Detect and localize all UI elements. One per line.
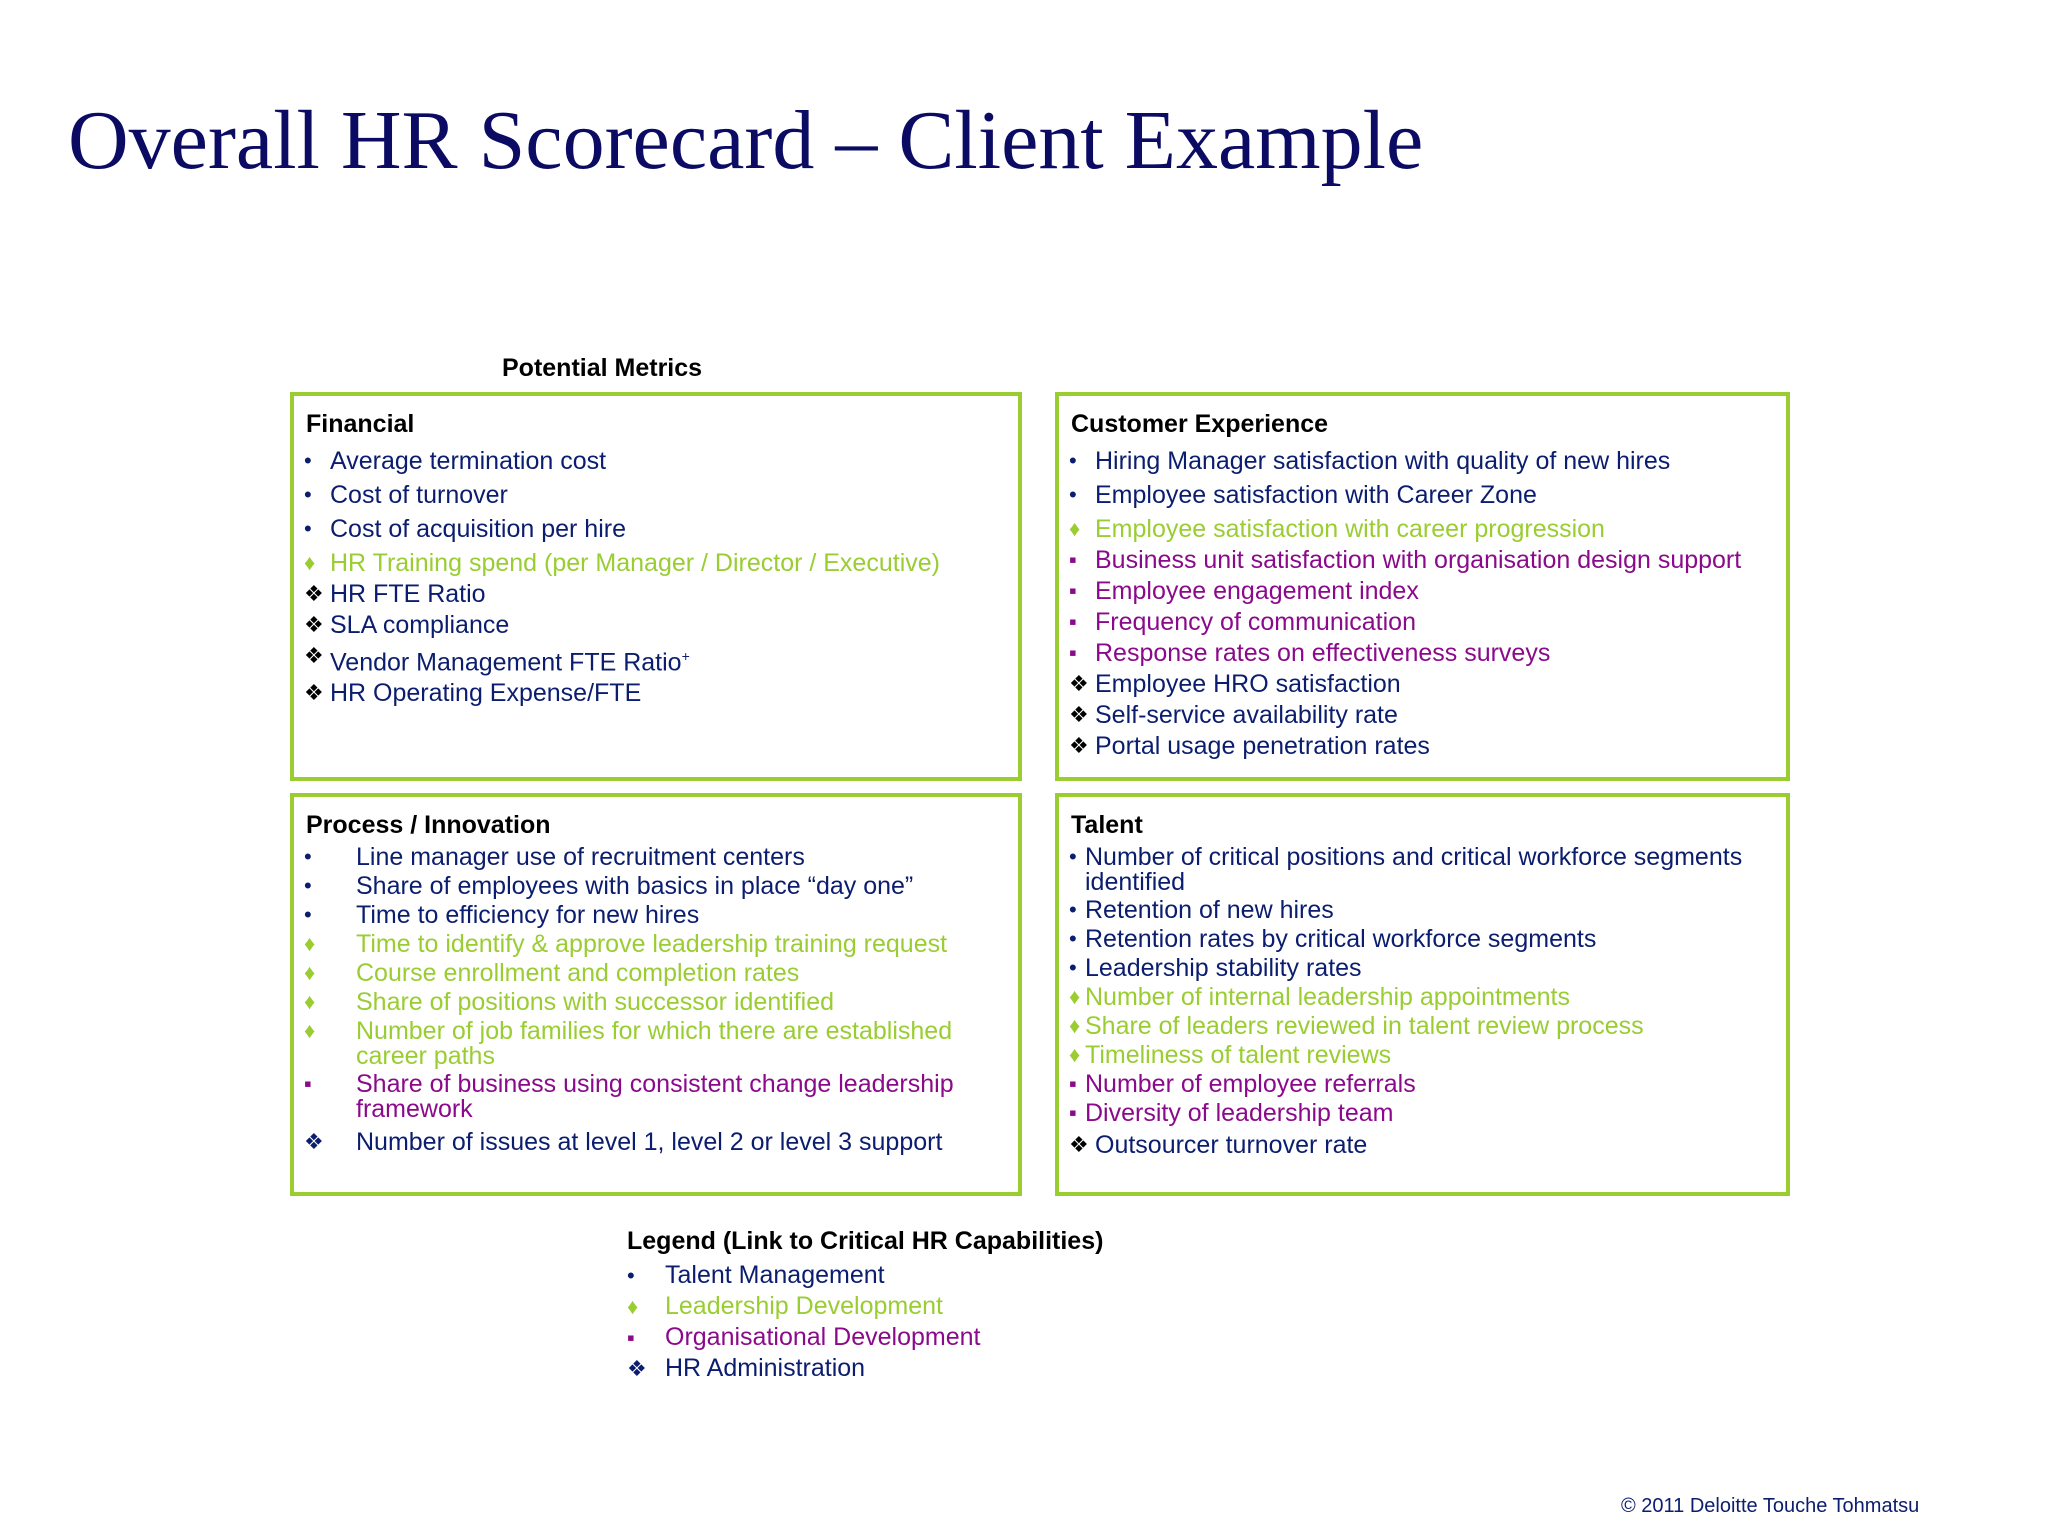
diamond-icon: ♦ [304,989,316,1014]
bullet-icon: • [304,844,312,869]
list-item: ▪ Number of employee referrals [1069,1070,1416,1098]
square-bullet-icon: ▪ [1069,1071,1077,1096]
list-item: • Number of critical positions and critical workforce segments identified [1069,843,1743,896]
bullet-icon: • [304,902,312,927]
quadrant-title-customer-experience: Customer Experience [1071,410,1329,438]
quadrant-financial [290,392,1022,781]
four-diamonds-icon: ❖ [1069,733,1089,758]
list-item: ♦ Time to identify & approve leadership training request [304,930,948,958]
four-diamonds-icon: ❖ [304,1129,324,1154]
diamond-icon: ♦ [304,931,316,956]
list-item: • Employee satisfaction with Career Zone [1069,481,1537,509]
list-item: ♦ Number of internal leadership appointments [1069,983,1570,1011]
quadrant-process-innovation [290,793,1022,1196]
list-item: • Time to efficiency for new hires [304,901,700,929]
list-item: ▪ Diversity of leadership team [1069,1099,1394,1127]
list-item: ❖ Self-service availability rate [1069,701,1398,729]
list-item: ▪ Response rates on effectiveness surveys [1069,639,1551,667]
square-bullet-icon: ▪ [1069,1100,1077,1125]
list-item: ▪ Frequency of communication [1069,608,1416,636]
quadrant-title-process-innovation: Process / Innovation [306,811,551,839]
legend-item-organisational-development: ▪ Organisational Development [627,1323,981,1351]
diamond-icon: ♦ [1069,516,1081,541]
diamond-icon: ♦ [304,1018,316,1043]
diamond-icon: ♦ [1069,1013,1081,1038]
quadrant-title-financial: Financial [306,410,415,438]
bullet-icon: • [1069,448,1077,473]
section-heading-potential-metrics: Potential Metrics [502,354,703,382]
list-item: ❖ Vendor Management FTE Ratio+ [304,643,690,677]
bullet-icon: • [304,873,312,898]
list-item: ❖ Outsourcer turnover rate [1069,1131,1368,1159]
list-item: ♦ Course enrollment and completion rates [304,959,800,987]
bullet-icon: • [304,516,312,541]
slide-title: Overall HR Scorecard – Client Example [68,94,1424,187]
list-item: • Line manager use of recruitment centers [304,843,805,871]
list-item: ❖ HR Operating Expense/FTE [304,679,642,708]
legend-item-talent-management: • Talent Management [627,1261,885,1289]
square-bullet-icon: ▪ [1069,640,1077,665]
diamond-icon: ♦ [627,1294,639,1319]
list-item: • Cost of turnover [304,481,508,509]
four-diamonds-icon: ❖ [304,680,324,706]
quadrant-customer-experience [1055,392,1790,781]
four-diamonds-icon: ❖ [304,643,324,668]
bullet-icon: • [304,482,312,507]
list-item: ♦ Number of job families for which there are established career paths [304,1017,953,1070]
list-item: ❖ Number of issues at level 1, level 2 or level 3 support [304,1128,943,1156]
quadrant-talent [1055,793,1790,1196]
diamond-icon: ♦ [304,960,316,985]
four-diamonds-icon: ❖ [304,612,324,637]
legend-list [627,1260,1103,1384]
legend-item-leadership-development: ♦ Leadership Development [627,1292,943,1320]
bullet-icon: • [1069,897,1077,922]
legend [627,1227,1103,1384]
list-item: • Retention of new hires [1069,896,1334,924]
superscript-plus: + [681,648,690,664]
four-diamonds-icon: ❖ [1069,671,1089,696]
list-item: ❖ Employee HRO satisfaction [1069,670,1401,698]
square-bullet-icon: ▪ [1069,609,1077,634]
talent-metric-list [1069,843,1778,1160]
bullet-icon: • [1069,926,1077,951]
diamond-icon: ♦ [1069,984,1081,1009]
copyright-notice: © 2011 Deloitte Touche Tohmatsu [1621,1495,1920,1517]
list-item: ❖ Portal usage penetration rates [1069,732,1430,760]
list-item: ❖ SLA compliance [304,611,510,639]
diamond-icon: ♦ [1069,1042,1081,1067]
list-item: • Average termination cost [304,447,607,475]
list-item: ♦ HR Training spend (per Manager / Director / Executive) [304,549,940,577]
four-diamonds-icon: ❖ [627,1356,647,1381]
list-item: ♦ Share of positions with successor identified [304,988,835,1016]
diamond-icon: ♦ [304,550,316,575]
legend-item-hr-administration: ❖ HR Administration [627,1354,866,1382]
bullet-icon: • [1069,482,1077,507]
list-item: ♦ Timeliness of talent reviews [1069,1041,1392,1069]
list-item: ♦ Employee satisfaction with career progression [1069,515,1605,543]
list-item: ❖ HR FTE Ratio [304,580,486,608]
list-item: ▪ Business unit satisfaction with organisation design support [1069,546,1742,574]
list-item: • Hiring Manager satisfaction with quality of new hires [1069,447,1671,475]
bullet-icon: • [304,448,312,473]
four-diamonds-icon: ❖ [1069,702,1089,727]
square-bullet-icon: ▪ [1069,547,1077,572]
customer-metric-list [1069,446,1778,762]
bullet-icon: • [1069,955,1077,980]
list-item: ▪ Employee engagement index [1069,577,1419,605]
square-bullet-icon: ▪ [1069,578,1077,603]
list-item: • Retention rates by critical workforce segments [1069,925,1597,953]
legend-title: Legend (Link to Critical HR Capabilities) [627,1227,1104,1255]
bullet-icon: • [627,1263,635,1288]
quadrant-title-talent: Talent [1071,811,1143,839]
list-item: • Share of employees with basics in place “day one” [304,872,914,900]
process-metric-list [304,843,1010,1157]
square-bullet-icon: ▪ [627,1325,635,1350]
list-item: • Cost of acquisition per hire [304,515,626,543]
four-diamonds-icon: ❖ [1069,1132,1089,1157]
list-item: • Leadership stability rates [1069,954,1362,982]
square-bullet-icon: ▪ [304,1071,312,1096]
bullet-icon: • [1069,844,1077,869]
four-diamonds-icon: ❖ [304,581,324,606]
list-item: ▪ Share of business using consistent change leadership framework [304,1070,954,1123]
list-item: ♦ Share of leaders reviewed in talent review process [1069,1012,1644,1040]
financial-metric-list [304,446,1010,709]
